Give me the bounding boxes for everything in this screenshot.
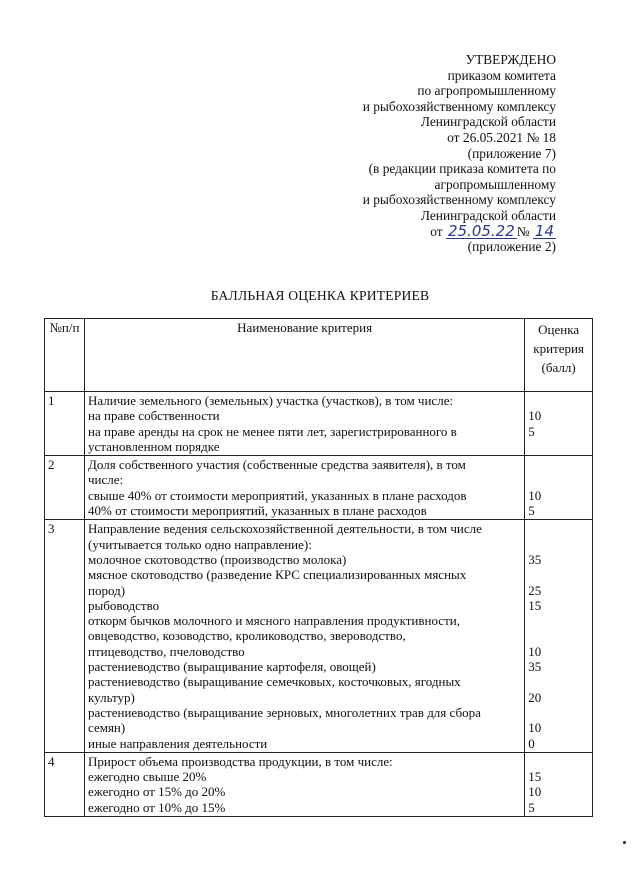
- criterion-line: Доля собственного участия (собственные средства заявителя), в том: [88, 457, 466, 473]
- approval-line: Ленинградской области: [420, 207, 556, 223]
- score-value: [528, 439, 589, 454]
- approval-line: агропромышленному: [434, 176, 556, 192]
- criterion-line: установленном порядке: [88, 438, 220, 454]
- criteria-table: [44, 318, 593, 817]
- score-value: 15: [528, 597, 542, 613]
- score-value: 15: [528, 769, 542, 785]
- row-number: 4: [45, 752, 85, 816]
- approval-line: по агропромышленному: [417, 83, 556, 99]
- score-value: 5: [528, 799, 535, 815]
- score-value: [528, 674, 589, 689]
- score-value: 25: [528, 582, 542, 598]
- criterion-line: пород): [88, 582, 126, 598]
- score-value: 0: [528, 735, 535, 751]
- approval-line: УТВЕРЖДЕНО: [465, 52, 556, 67]
- criterion-line: свыше 40% от стоимости мероприятий, указанных в плане расходов: [88, 487, 467, 503]
- score-value: 5: [528, 423, 535, 439]
- criterion-scores: [525, 752, 593, 816]
- score-value: 35: [528, 551, 542, 567]
- criterion-text: [85, 392, 525, 456]
- criterion-line: иные направления деятельности: [88, 735, 268, 751]
- criterion-line: растениеводство (выращивание семечковых, косточковых, ягодных: [88, 674, 461, 690]
- score-value: [528, 754, 589, 769]
- margin-dot: [623, 841, 626, 844]
- criterion-line: рыбоводство: [88, 597, 160, 613]
- criterion-line: птицеводство, пчеловодство: [88, 643, 245, 659]
- score-value: 10: [528, 784, 542, 800]
- score-value: [528, 705, 589, 720]
- criterion-line: (учитывается только одно направление):: [88, 536, 312, 552]
- handwritten-order-number: 14: [534, 221, 554, 240]
- criterion-scores: [525, 392, 593, 456]
- appendix-label: (приложение 2): [467, 239, 556, 255]
- row-number: 1: [45, 392, 85, 456]
- approval-line: и рыбохозяйственному комплексу: [362, 192, 556, 208]
- criterion-line: откорм бычков молочного и мясного направления продуктивности,: [88, 613, 460, 629]
- criterion-line: Направление ведения сельскохозяйственной деятельности, в том числе: [88, 521, 482, 537]
- order-prefix: от: [430, 223, 443, 239]
- header-number: №п/п: [45, 319, 85, 392]
- score-value: [528, 521, 589, 536]
- criterion-line: культур): [88, 689, 135, 705]
- criterion-line: овцеводство, козоводство, кролиководство, звероводство,: [88, 628, 406, 644]
- table-row: [45, 520, 593, 752]
- score-value: [528, 567, 589, 582]
- criterion-line: числе:: [88, 472, 124, 488]
- approval-line: приказом комитета: [447, 67, 556, 83]
- criterion-line: растениеводство (выращивание зерновых, многолетних трав для сбора: [88, 704, 481, 720]
- approval-line: от 26.05.2021 № 18: [447, 129, 556, 145]
- criterion-line: ежегодно свыше 20%: [88, 769, 207, 785]
- header-score-line: Оценка: [538, 322, 580, 337]
- criterion-line: мясное скотоводство (разведение КРС специализированных мясных: [88, 567, 467, 583]
- criterion-text: [85, 456, 525, 520]
- criterion-line: ежегодно от 10% до 15%: [88, 799, 226, 815]
- criterion-line: 40% от стоимости мероприятий, указанных в плане расходов: [88, 503, 427, 519]
- table-row: [45, 456, 593, 520]
- score-value: 10: [528, 720, 542, 736]
- approval-line: (приложение 7): [467, 145, 556, 161]
- criterion-line: молочное скотоводство (производство молока): [88, 551, 347, 567]
- criterion-line: ежегодно от 15% до 20%: [88, 784, 226, 800]
- criterion-line: на праве аренды на срок не менее пяти лет, зарегистрированного в: [88, 423, 457, 439]
- criterion-line: семян): [88, 720, 126, 736]
- approval-stamp: [256, 52, 556, 255]
- approval-line: (в редакции приказа комитета по: [368, 161, 556, 177]
- approval-line: и рыбохозяйственному комплексу: [362, 98, 556, 114]
- score-value: [528, 537, 589, 552]
- order-number-sign: №: [516, 223, 530, 239]
- score-value: 20: [528, 689, 542, 705]
- handwritten-order-date: 25.05.22: [447, 221, 515, 240]
- header-criterion-name: Наименование критерия: [85, 319, 525, 392]
- score-value: [528, 613, 589, 628]
- criterion-line: Прирост объема производства продукции, в том числе:: [88, 753, 393, 769]
- header-score-line: (балл): [541, 360, 576, 375]
- criterion-scores: [525, 456, 593, 520]
- table-row: [45, 392, 593, 456]
- criterion-text: [85, 520, 525, 752]
- score-value: [528, 393, 589, 408]
- approval-line: Ленинградской области: [420, 114, 556, 130]
- score-value: [528, 628, 589, 643]
- criterion-line: растениеводство (выращивание картофеля, овощей): [88, 659, 376, 675]
- score-value: 10: [528, 408, 542, 424]
- score-value: 10: [528, 643, 542, 659]
- criterion-line: Наличие земельного (земельных) участка (участков), в том числе:: [88, 393, 454, 408]
- score-value: 5: [528, 503, 535, 519]
- header-score-line: критерия: [533, 341, 584, 356]
- table-row: [45, 752, 593, 816]
- criterion-line: на праве собственности: [88, 408, 220, 424]
- score-value: 10: [528, 487, 542, 503]
- document-title: БАЛЛЬНАЯ ОЦЕНКА КРИТЕРИЕВ: [210, 288, 430, 303]
- header-score: [525, 319, 593, 392]
- score-value: [528, 472, 589, 487]
- score-value: 35: [528, 659, 542, 675]
- order-line: [256, 221, 556, 240]
- row-number: 2: [45, 456, 85, 520]
- score-value: [528, 457, 589, 472]
- criterion-text: [85, 752, 525, 816]
- table-header-row: [45, 319, 593, 392]
- criteria-body: [45, 392, 593, 817]
- criterion-scores: [525, 520, 593, 752]
- row-number: 3: [45, 520, 85, 752]
